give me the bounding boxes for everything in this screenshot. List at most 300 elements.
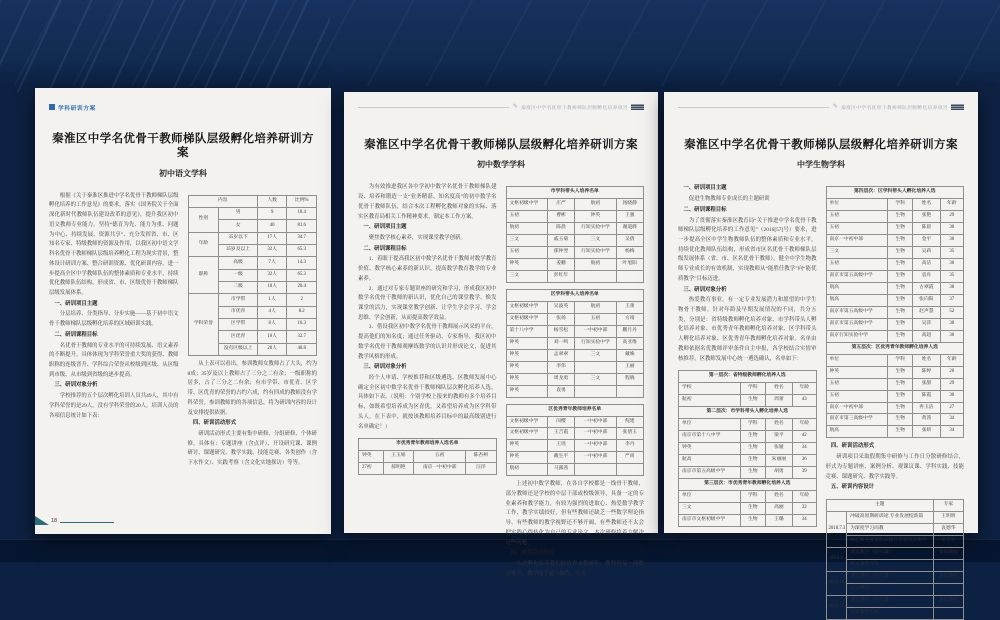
table-cell: 课堂教学（研究课） — [847, 571, 934, 583]
section-heading: 三、研训对象分析 — [683, 286, 727, 293]
table-cell: 2018.12 — [826, 595, 847, 619]
header-rule — [678, 107, 829, 108]
table-cell: 34 — [940, 414, 963, 426]
table-cell: 实验教学实践 — [847, 607, 934, 619]
section-heading: 一、研训项目主题 — [363, 224, 407, 231]
table-cell: 谢道骅 — [616, 223, 644, 235]
table-cell: 生物 — [888, 414, 913, 426]
table-cell: 五初 — [506, 211, 547, 223]
paragraph: 热爱教育事业，有一定专业发展潜力和愿望的中学生物骨干教师。针对年龄及早期发展情况的不同，共分五类，分别是：省特级教师孵化培养对象、市学科带头人孵化培养对象、市优秀青年教师孵化培养对象、区学科带头人孵化培养对象、区优秀青年教师孵化培养对象。名单由教师依据名优教师评审条件自主申报，各学校结合实情审核推荐，区教师发展中心统一遴选确认，名单如下： — [678, 297, 817, 362]
table-cell: 29 — [940, 211, 963, 223]
table-cell: 学科 — [740, 383, 765, 395]
table-cell: 内容 — [188, 195, 257, 207]
table-cell: 程晓 — [616, 373, 644, 385]
table-row — [679, 407, 817, 419]
table-cell: 生物 — [740, 466, 765, 478]
table-cell: 年龄 — [940, 354, 963, 366]
table-cell: 36 — [793, 454, 816, 466]
table-cell: 为深度学习而教 — [847, 523, 934, 535]
table-cell: 35 — [940, 247, 963, 259]
two-column-body — [358, 183, 644, 579]
table-row — [826, 535, 964, 547]
table-cell: 吴萍 — [913, 318, 941, 330]
table-row — [679, 443, 817, 455]
table-cell: 王吉霞 — [547, 428, 575, 440]
table-cell: 倪建 — [616, 416, 644, 428]
table-cell: 参训教师 — [933, 571, 963, 583]
table-row — [826, 271, 964, 283]
table-cell: 参训教师 — [933, 547, 963, 559]
city-subject-leader-roster-table — [506, 186, 645, 283]
table-cell: 张扬 — [547, 313, 575, 325]
table-cell: 戚玉菊 — [547, 235, 575, 247]
table-cell: 王蕾 — [616, 301, 644, 313]
table-cell: 文枢初级中学 — [506, 301, 547, 313]
page-subtitle: 初中语文学科 — [159, 168, 207, 178]
table-row — [826, 354, 964, 366]
left-column-text — [678, 184, 817, 364]
table-row — [188, 294, 317, 306]
table-cell: 40.8 — [287, 343, 317, 355]
document-page-math[interactable] — [344, 92, 658, 577]
table-row — [826, 211, 964, 223]
right-column — [506, 183, 645, 579]
paragraph: 经个人申请、学校推荐和区级遴选，区教师发展中心确定全区初中数学名优骨干教师梯队层次孵化培养人选，具体如下表。（说明：个别学校上报来的教师有多个培养目标，如既希望培养成为区青优，又希望培养成为区学科带头人，在下表中，就按该教师培养目标中的最高级别进行名单确定！） — [358, 375, 497, 430]
table-cell: 戴姝 — [616, 349, 644, 361]
table-row — [679, 431, 817, 443]
table-cell: 第五层次：区优秀青年教师孵化培养人选 — [826, 342, 964, 354]
table-row — [826, 378, 964, 390]
table-cell: 吴举宏 — [933, 535, 963, 547]
table-cell: 张甜 — [913, 378, 941, 390]
table-cell: 周龙勇 — [547, 373, 575, 385]
table-row — [679, 514, 817, 526]
table-cell: 杨梅 — [616, 247, 644, 259]
table-row — [188, 257, 317, 269]
table-cell: 生物 — [888, 390, 913, 402]
table-cell: 性别 — [188, 208, 219, 233]
table-row — [826, 259, 964, 271]
table-row — [188, 232, 317, 244]
table-cell: 4人 — [257, 306, 287, 318]
paragraph: 为了贯彻落实秦淮区教育局“关于推进中学名优骨干教师梯队层级孵化培养的工作意见”（2016[57]号）要求，进一步提高全区中学生物教师队伍的整体素质和专业水平，持续优化教师队伍结构，形成省市区名优骨干教师梯队层级发展体系（省、市、区名优骨干教师），健全中学生物教师专业成长的有效机制，实现教师从“能胜任教学”向“能优质教学”目标迈进。 — [678, 217, 817, 282]
table-row — [506, 247, 644, 259]
table-cell: 朱丽丽 — [765, 454, 793, 466]
table-cell: 钟英 — [506, 373, 547, 385]
table-cell: 三文 — [506, 235, 547, 247]
table-cell: 南京一中初中部 — [826, 402, 888, 414]
table-row — [826, 283, 964, 295]
left-column — [678, 183, 817, 619]
table-cell: 姓名 — [913, 199, 941, 211]
table-row — [679, 502, 817, 514]
table-row — [826, 499, 964, 511]
table-row — [679, 395, 817, 407]
right-column-text — [188, 360, 318, 469]
table-cell: 14.3 — [287, 257, 317, 269]
table-cell: 钟英 — [506, 349, 547, 361]
table-cell: 王瑶 — [547, 440, 575, 452]
table-cell: 女 — [219, 220, 258, 232]
table-cell: 65.3 — [287, 245, 317, 257]
table-cell: 2018.10 — [826, 571, 847, 595]
table-cell: 39 — [793, 466, 816, 478]
table-cell: 没有区级以上 — [219, 343, 258, 355]
paragraph: 研训活动形式主要有集中研修、分组研修、个体研修。具体有：专题讲座（含点评）、开设研究课、课例研讨、课题研究、教学实践、技能竞赛、各类创作（含下水作文）、实践考察（含文化实地探访）等等。 — [187, 431, 317, 467]
table-cell: 钟英 — [506, 337, 547, 349]
city-young-teacher-roster-table — [358, 438, 497, 475]
table-cell: 35岁及以上 — [219, 245, 258, 257]
table-cell: 金平 — [913, 235, 941, 247]
levels-4-to-5-roster-table — [826, 186, 965, 438]
table-cell: 高丽 — [765, 502, 793, 514]
table-cell: 16.3 — [287, 319, 317, 331]
table-cell: 陈杏柯 — [466, 451, 496, 463]
table-cell: 8.2 — [287, 306, 317, 318]
table-row — [826, 318, 964, 330]
table-row — [679, 383, 817, 395]
table-cell: 郁仲翌 — [547, 247, 575, 259]
right-column-text — [826, 442, 965, 493]
table-cell: 航初 — [506, 464, 547, 476]
table-cell: 高洁 — [913, 259, 941, 271]
table-cell: 课堂教学（研究课） — [847, 595, 934, 607]
table-cell: 生物 — [888, 366, 913, 378]
table-cell: 生物 — [888, 283, 913, 295]
table-cell: 生物 — [740, 502, 765, 514]
table-cell: 张妍 — [913, 426, 941, 438]
table-cell: 袁勇 — [547, 385, 575, 397]
table-cell: 9 — [257, 208, 287, 220]
table-row — [506, 211, 644, 223]
table-cell: 郝明艳 — [383, 463, 413, 475]
table-cell: 古翠霞 — [913, 283, 941, 295]
table-cell: 文枢初级中学 — [506, 313, 547, 325]
table-cell: 区学带 — [219, 319, 258, 331]
table-cell: 汪洋 — [466, 463, 496, 475]
table-cell: 钟英 — [506, 440, 547, 452]
table-cell: 27 — [940, 402, 963, 414]
table-cell: 36 — [940, 235, 963, 247]
table-cell: 刘一鸣 — [547, 337, 575, 349]
table-cell: 16人 — [257, 331, 287, 343]
table-cell: 42 — [793, 431, 816, 443]
table-cell: 8人 — [257, 319, 287, 331]
table-cell: 生物 — [888, 378, 913, 390]
table-cell: 钟英 — [506, 259, 547, 271]
table-cell: 彭红年 — [547, 271, 575, 283]
table-row — [359, 439, 497, 451]
table-cell: 钟英 — [359, 451, 384, 463]
table-row — [826, 366, 964, 378]
left-column-text — [358, 183, 497, 432]
table-cell: 32人 — [257, 269, 287, 281]
table-row — [359, 451, 497, 463]
table-row — [679, 454, 817, 466]
page-subtitle: 中学生物学科 — [797, 160, 845, 170]
table-cell: 南京一中初中部 — [414, 463, 466, 475]
section-heading: 二、研训课程目标 — [363, 245, 407, 252]
table-cell: 主题 — [826, 499, 933, 511]
table-cell — [575, 271, 616, 283]
table-cell: 钟英 — [506, 361, 547, 373]
table-row — [826, 559, 964, 571]
table-row — [679, 371, 817, 383]
table-cell: 钟英 — [575, 211, 616, 223]
table-row — [826, 426, 964, 438]
table-cell: 生物 — [888, 294, 913, 306]
table-cell: 专家 — [933, 499, 963, 511]
table-cell: 38 — [940, 283, 963, 295]
table-row — [826, 235, 964, 247]
table-cell: 一中初中部 — [575, 428, 616, 440]
table-cell: 论文撰写 — [847, 583, 934, 595]
table-cell: 第三层次：市优秀青年教师孵化培养人选 — [679, 478, 817, 490]
pen-icon: ✎ — [832, 104, 838, 110]
table-cell: 生物 — [888, 271, 913, 283]
table-cell: 闵樱 — [547, 416, 575, 428]
table-cell — [933, 607, 963, 619]
section-heading: 四、研训活动形式 — [192, 420, 237, 427]
table-row — [826, 571, 964, 583]
table-row — [826, 402, 964, 414]
section-heading: 三、研训对象分析 — [54, 382, 98, 389]
table-cell: 陈晨 — [913, 223, 941, 235]
header-rule — [358, 107, 509, 108]
paragraph: 根据《关于秦淮区推进中学名优骨干教师梯队层级孵化培养的工作意见》的要求，落实《国务院关于全面深化新时代教师队伍建设改革的意见》，提升我区初中语文教师专业能力。坚持“德育为先、能力为重、问题为中心、持续发展、资源共享”、充分发挥省、市、区知名专家、特级教师的资源及作用，以我区初中语文学科名优骨干教师梯队层级培养孵化工程为现实背景，整体设计研训方案、整合研训资源、优化研训内容，进一步提高全区中学教师队伍的整体素质和专业水平，持续优化教师队伍结构，形成省、市、区级优骨干教师梯队层级发展体系。 — [49, 192, 179, 296]
table-row — [826, 223, 964, 235]
table-cell: 张倩玉 — [616, 428, 644, 440]
table-cell: 姓名 — [765, 419, 793, 431]
table-cell: 张艳 — [913, 211, 941, 223]
table-cell: 年龄 — [793, 490, 816, 502]
table-cell: 单位 — [826, 354, 888, 366]
table-cell: 一中初中部 — [575, 452, 616, 464]
table-cell: 航高 — [679, 454, 741, 466]
table-row — [679, 466, 817, 478]
table-cell: 7人 — [257, 257, 287, 269]
table-row — [359, 463, 497, 475]
table-cell: 区学科带头人培养名单 — [506, 290, 644, 302]
table-row — [506, 235, 644, 247]
table-row — [506, 361, 644, 373]
table-cell: 36 — [940, 259, 963, 271]
table-cell — [933, 559, 963, 571]
page-title: 秦淮区中学名优骨干教师梯队层级孵化培养研训方案 — [52, 133, 314, 160]
page-footer — [35, 516, 114, 525]
table-cell: 孟翠翠 — [547, 349, 575, 361]
table-cell: 行知实验中学 — [575, 337, 616, 349]
table-cell: 李丹 — [616, 440, 644, 452]
right-column — [188, 192, 318, 469]
table-cell: 王玉娟 — [383, 451, 413, 463]
paragraph: 为有效推进我区各中学初中数学名优骨干教师梯队建设、培养和锻造一支“业务精湛、知名度高”的初中数学名优骨干教师队伍，结合本次工程孵化教师对象的实际、落实区教育局相关工作精神要求，制定本工作方案。 — [358, 184, 497, 220]
district-young-teacher-roster-table — [506, 404, 645, 477]
paragraph: 促进生物教师专业成长的主题研训 — [688, 196, 770, 203]
table-cell: 文枢初级中学 — [506, 199, 547, 211]
table-row — [506, 259, 644, 271]
table-cell: 五初 — [506, 247, 547, 259]
table-cell: 18.4 — [287, 208, 317, 220]
right-column — [826, 183, 965, 619]
table-cell: 32 — [793, 502, 816, 514]
left-column — [358, 183, 497, 579]
table-cell: 陈婷 — [913, 366, 941, 378]
table-cell: 文枢初级中学 — [506, 428, 547, 440]
table-cell: 年龄 — [793, 419, 816, 431]
table-cell: 三文 — [575, 235, 616, 247]
table-cell: 生物 — [888, 306, 913, 318]
table-cell: 34 — [793, 443, 816, 455]
table-cell: 65.3 — [287, 269, 317, 281]
table-cell: 生物 — [888, 259, 913, 271]
table-cell: 学科 — [888, 354, 913, 366]
district-subject-leader-roster-table — [506, 289, 645, 398]
section-heading: 一、研训项目主题 — [683, 185, 727, 192]
table-cell: 市学科带头人培养名单 — [506, 187, 644, 199]
table-cell: 南京一中初中部 — [826, 235, 888, 247]
table-cell: 生物 — [888, 223, 913, 235]
table-row — [506, 187, 644, 199]
table-cell: 生物 — [740, 514, 765, 526]
table-cell: 冉玉洁 — [913, 402, 941, 414]
table-cell: 一中初中部 — [575, 416, 616, 428]
table-cell: 三文 — [506, 271, 547, 283]
table-cell: 生物 — [740, 443, 765, 455]
footer-rule — [60, 522, 114, 523]
table-cell: 男 — [219, 208, 258, 220]
paragraph: 聚焦数学核心素养，实现课堂教学创新。 — [368, 234, 466, 241]
table-row — [506, 416, 644, 428]
table-cell: 五初 — [575, 313, 616, 325]
table-cell: 姓名 — [913, 354, 941, 366]
document-page-chinese-language[interactable] — [35, 88, 331, 534]
table-cell: 南京市第五高级中学 — [679, 466, 741, 478]
two-column-body — [49, 192, 317, 469]
table-row — [506, 337, 644, 349]
table-cell: 南京行知实验中学 — [826, 330, 888, 342]
table-cell: 35岁以下 — [219, 232, 258, 244]
table-cell: 生物 — [740, 395, 765, 407]
table-cell: 32人 — [257, 245, 287, 257]
table-cell: 曹彬 — [547, 211, 575, 223]
table-cell: 姜鹏 — [547, 259, 575, 271]
header-badge-icon — [631, 104, 644, 110]
table-cell: 区优青 — [219, 331, 258, 343]
table-cell: 单位 — [679, 490, 741, 502]
table-cell: 单位 — [679, 419, 741, 431]
table-row — [506, 290, 644, 302]
table-cell: 37 — [940, 294, 963, 306]
table-cell: 姓名 — [765, 490, 793, 502]
table-cell: 20人 — [257, 343, 287, 355]
table-cell: 1人 — [257, 294, 287, 306]
table-cell: 吴倩 — [616, 235, 644, 247]
table-cell: 方靖 — [616, 313, 644, 325]
table-row — [826, 247, 964, 259]
table-cell: 81.6 — [287, 220, 317, 232]
table-cell: 王丽 — [616, 361, 644, 373]
table-cell: 五初 — [826, 211, 888, 223]
table-cell: 43 — [793, 395, 816, 407]
table-row — [826, 414, 964, 426]
table-row — [506, 199, 644, 211]
table-cell: 航高 — [826, 283, 888, 295]
table-cell: 航高 — [826, 426, 888, 438]
table-cell: 52 — [940, 306, 963, 318]
paragraph: 3．借设我区初中数学名优骨干教师展示风采的平台，提高他们的知名度；通过任务驱动、专家指导，我区初中数学名优骨干教师观摩练数学的认识并形成论文，促进其教学风格的形成。 — [358, 324, 497, 360]
table-cell: 陈晨 — [547, 223, 575, 235]
table-row — [679, 419, 817, 431]
table-cell: 陈霞 — [913, 390, 941, 402]
table-cell: 30 — [940, 390, 963, 402]
table-cell — [575, 385, 616, 397]
table-cell: 市优青 — [219, 306, 258, 318]
table-row — [506, 349, 644, 361]
running-header-label: 秦淮区中学名优骨干教师梯队层级孵化培养项目 — [840, 105, 948, 111]
table-row — [826, 294, 964, 306]
table-cell: 五初 — [826, 223, 888, 235]
table-cell: 34.7 — [287, 232, 317, 244]
table-cell — [616, 271, 644, 283]
table-cell: 10人 — [257, 282, 287, 294]
table-row — [506, 223, 644, 235]
section-heading: 一、研训项目主题 — [54, 300, 98, 307]
two-column-body — [678, 183, 964, 619]
document-page-biology[interactable] — [664, 92, 978, 615]
table-cell: 一中初中部 — [575, 325, 616, 337]
table-cell: 课堂教学（研究课） — [847, 547, 934, 559]
table-cell: 第四层次：区学科带头人孵化培养人选 — [826, 187, 964, 199]
table-cell — [575, 361, 616, 373]
table-cell: 生物 — [888, 330, 913, 342]
table-cell: 2018.8 — [826, 547, 847, 571]
running-header-label: 秦淮区中学名优骨干教师梯队层级孵化培养项目 — [520, 105, 628, 111]
table-cell: 生物 — [888, 426, 913, 438]
table-cell: 35 — [940, 271, 963, 283]
table-cell: 生物 — [888, 211, 913, 223]
table-cell: 杨雪松 — [547, 325, 575, 337]
table-row — [506, 313, 644, 325]
table-cell: 生物 — [740, 431, 765, 443]
table-cell: 梁平 — [765, 431, 793, 443]
table-cell: 学科 — [740, 490, 765, 502]
section-heading: 二、研训课程目标 — [54, 331, 98, 338]
table-cell: 王璐 — [765, 514, 793, 526]
table-cell: 南京市第五高级中学 — [826, 318, 888, 330]
table-cell: 叶旭阳 — [616, 259, 644, 271]
table-row — [679, 478, 817, 490]
paragraph: 1．着眼于提高我区初中数学名优骨干教师对数学教育价值、数学核心素养的新认识，提高数学教育教学的专业素养。 — [358, 256, 497, 282]
training-schedule-table — [826, 499, 965, 620]
table-cell: 三文 — [575, 349, 616, 361]
table-row — [506, 301, 644, 313]
table-cell: 第一层次：省特级教师孵化培养人选 — [679, 371, 817, 383]
table-cell: 第二层次：市学科带头人孵化培养人选 — [679, 407, 817, 419]
table-cell: 生物 — [888, 247, 913, 259]
table-cell: 高亚维 — [616, 337, 644, 349]
table-cell — [616, 464, 644, 476]
table-cell: 王明明 — [933, 511, 963, 523]
table-cell: 航初 — [575, 199, 616, 211]
table-cell: 20.4 — [287, 282, 317, 294]
table-cell: 32.7 — [287, 331, 317, 343]
demographics-table — [188, 195, 318, 356]
table-row — [826, 306, 964, 318]
table-cell: 航初 — [506, 223, 547, 235]
table-cell: 2 — [287, 294, 317, 306]
table-cell: 17人 — [257, 232, 287, 244]
